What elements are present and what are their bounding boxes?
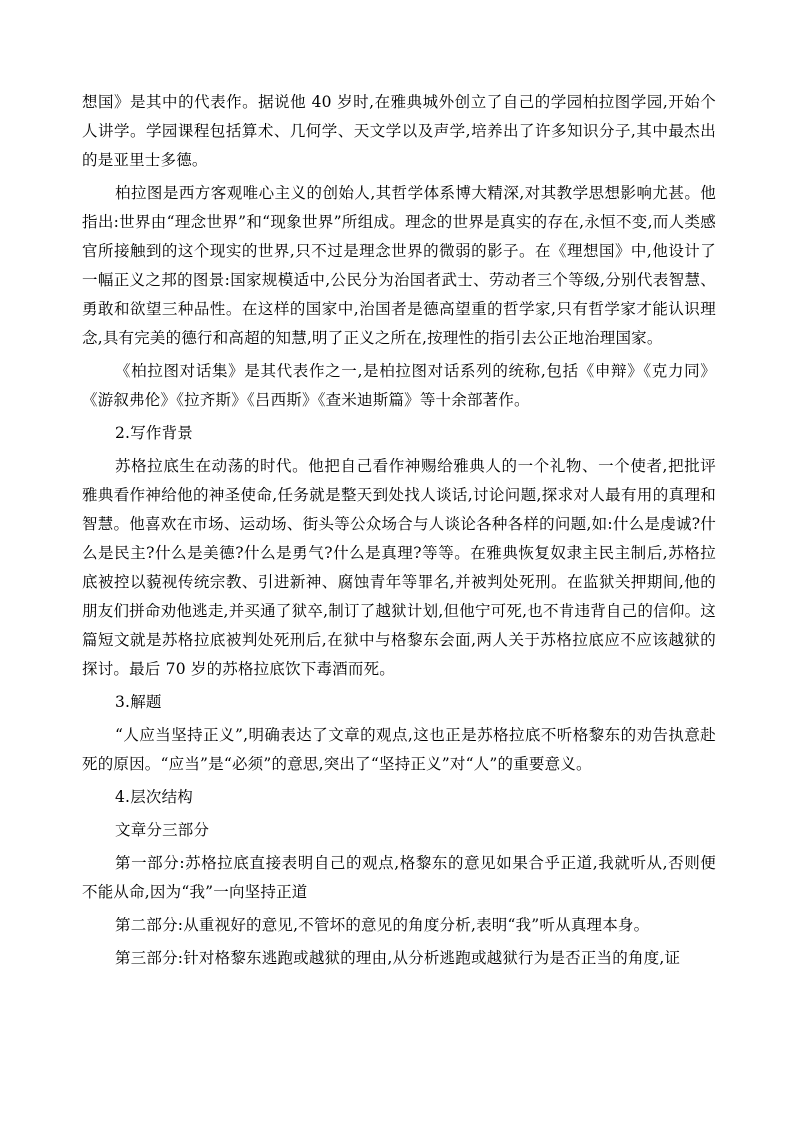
paragraph-3: 《柏拉图对话集》是其代表作之一,是柏拉图对话系列的统称,包括《申辩》《克力同》《游叙弗伦》《拉齐斯》《吕西斯》《查米迪斯篇》等十余部著作。 bbox=[82, 362, 716, 409]
paragraph-7: 第一部分:苏格拉底直接表明自己的观点,格黎东的意见如果合乎正道,我就听从,否则便不能从命,因为“我”一向坚持正道 bbox=[82, 854, 716, 901]
document-body bbox=[82, 88, 716, 977]
paragraph-8: 第二部分:从重视好的意见,不管坏的意见的角度分析,表明“我”听从真理本身。 bbox=[115, 916, 650, 934]
paragraph-1: 想国》是其中的代表作。据说他 40 岁时,在雅典城外创立了自己的学园柏拉图学园,开始个人讲学。学园课程包括算术、几何学、天文学以及声学,培养出了许多知识分子,其中最杰出的是亚里士多德。 bbox=[82, 93, 716, 169]
paragraph-2: 柏拉图是西方客观唯心主义的创始人,其哲学体系博大精深,对其教学思想影响尤甚。他指出:世界由“理念世界”和“现象世界”所组成。理念的世界是真实的存在,永恒不变,而人类感官所接触到的这个现实的世界,只不过是理念世界的微弱的影子。在《理想国》中,他设计了一幅正义之邦的图景:国家规模适中,公民分为治国者武士、劳动者三个等级,分别代表智慧、勇敢和欲望三种品性。在这样的国家中,治国者是德高望重的哲学家,只有哲学家才能认识理念,具有完美的德行和高超的知慧,明了正义之所在,按理性的指引去公正地治理国家。 bbox=[82, 184, 716, 347]
section-heading-structure: 4.层次结构 bbox=[115, 788, 193, 806]
paragraph-6: 文章分三部分 bbox=[115, 821, 210, 839]
paragraph-4: 苏格拉底生在动荡的时代。他把自己看作神赐给雅典人的一个礼物、一个使者,把批评雅典看作神给他的神圣使命,任务就是整天到处找人谈话,讨论问题,探求对人最有用的真理和智慧。他喜欢在市场、运动场、街头等公众场合与人谈论各种各样的问题,如:什么是虔诚?什么是民主?什么是美德?什么是勇气?什么是真理?等等。在雅典恢复奴隶主民主制后,苏格拉底被控以藐视传统宗教、引进新神、腐蚀青年等罪名,并被判处死刑。在监狱关押期间,他的朋友们拼命劝他逃走,并买通了狱卒,制订了越狱计划,但他宁可死,也不肯违背自己的信仰。这篇短文就是苏格拉底被判处死刑后,在狱中与格黎东会面,两人关于苏格拉底应不应该越狱的探讨。最后 70 岁的苏格拉底饮下毒酒而死。 bbox=[82, 457, 716, 678]
paragraph-5: “人应当坚持正义”,明确表达了文章的观点,这也正是苏格拉底不听格黎东的劝告执意赴死的原因。“应当”是“必须”的意思,突出了“坚持正义”对“人”的重要意义。 bbox=[82, 726, 716, 773]
section-heading-title-explanation: 3.解题 bbox=[115, 693, 162, 711]
paragraph-9: 第三部分:针对格黎东逃跑或越狱的理由,从分析逃跑或越狱行为是否正当的角度,证 bbox=[115, 949, 681, 967]
section-heading-writing-background: 2.写作背景 bbox=[115, 424, 193, 442]
